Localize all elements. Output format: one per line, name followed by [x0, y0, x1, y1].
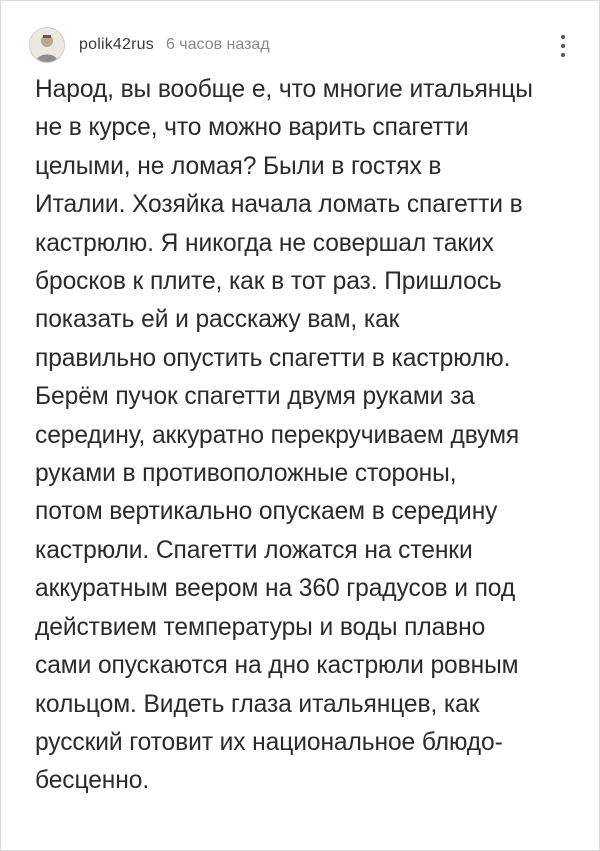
comment-line: Берём пучок спагетти двумя руками за: [35, 383, 475, 411]
comment-timestamp: 6 часов назад: [165, 36, 270, 53]
comment-line: кольцом. Видеть глаза итальянцев, как: [35, 690, 480, 718]
comment-line: потом вертикально опускаем в середину: [35, 498, 498, 526]
comment-line: Италии. Хозяйка начала ломать спагетти в: [35, 191, 523, 219]
comment-line: кастрюлю. Я никогда не совершал таких: [35, 229, 494, 257]
comment-line: руками в противоположные стороны,: [35, 460, 457, 488]
comment-line: показать ей и расскажу вам, как: [35, 306, 400, 334]
comment-line: целыми, не ломая? Были в гостях в: [35, 152, 442, 180]
comment-line: действием температуры и воды плавно: [35, 613, 486, 641]
comment-line: сами опускаются на дно кастрюли ровным: [35, 652, 519, 680]
dot: [561, 44, 565, 48]
comment-line: бросков к плите, как в тот раз. Пришлось: [35, 268, 502, 296]
comment-line: бесценно.: [35, 767, 150, 795]
comment-line: аккуратным веером на 360 градусов и под: [35, 575, 516, 603]
username[interactable]: polik42rus: [79, 36, 154, 53]
comment-header: [29, 23, 577, 67]
user-photo-icon: [30, 28, 64, 62]
comment-line: не в курсе, что можно варить спагетти: [35, 114, 469, 142]
comment-body: [35, 71, 575, 801]
comment-line: Народ, вы вообще е, что многие итальянцы: [35, 76, 533, 103]
comment-line: правильно опустить спагетти в кастрюлю.: [35, 344, 511, 372]
dot: [561, 35, 565, 39]
avatar[interactable]: [29, 27, 65, 63]
comment-line: русский готовит их национальное блюдо-: [35, 728, 503, 756]
comment-line: середину, аккуратно перекручиваем двумя: [35, 421, 520, 449]
comment-line: кастрюли. Спагетти ложатся на стенки: [35, 536, 473, 564]
vertical-dots-icon[interactable]: [555, 29, 571, 63]
dot: [561, 53, 565, 57]
